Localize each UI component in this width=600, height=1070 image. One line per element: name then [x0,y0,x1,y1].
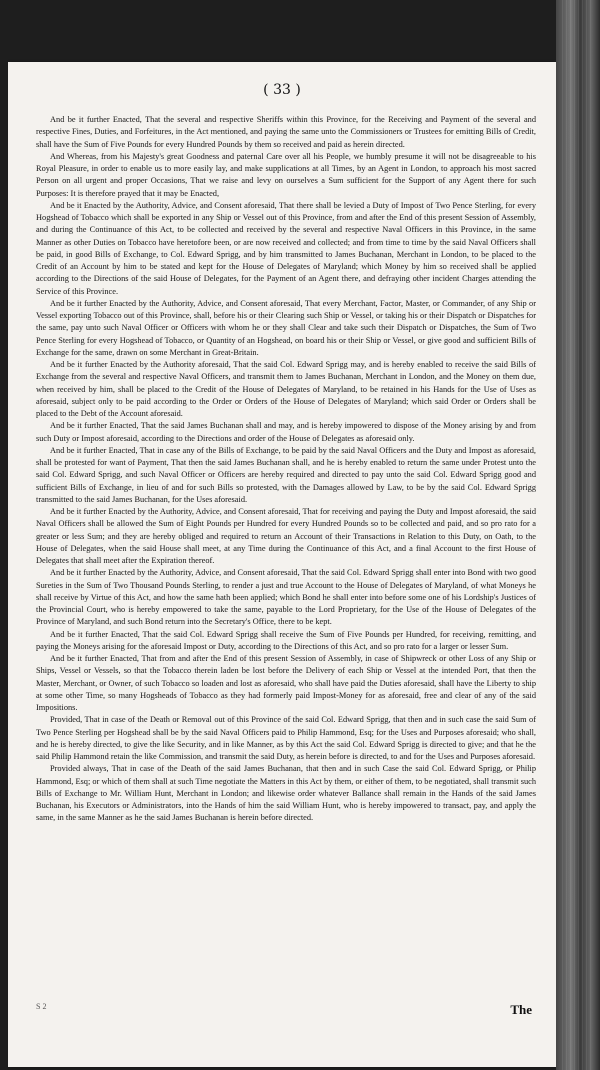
page-edges [562,0,594,1070]
paragraph-5: And be it further Enacted by the Authority aforesaid, That the said Col. Edward Sprigg may, and is hereby enabled to receive the said Bills of Exchange from the several and respective Naval Officers, and transmit them to James Buchanan, Merchant in London, and the Money on them due, when received by him, shall be placed to the Credit of the House of Delegates of Maryland, to be retained in his Hands for the Use of Uses as aforesaid, subject only to be paid according to the Order or Orders of the House of Delegates of Maryland; which said Order or Orders shall be placed to the Debt of the Account aforesaid. [36,360,536,418]
paragraph-3: And be it Enacted by the Authority, Advice, and Consent aforesaid, That there shall be levied a Duty of Impost of Two Pence Sterling, for every Hogshead of Tobacco which shall be exported in any Ship or Vessel out of this Province, from and after the End of this present Session of Assembly, and during the Continuance of this Act, to be collected and received by the several and respective Naval Officers in this Province, in the same Manner as other Duties on Tobacco have heretofore been, or are now received and collected; and from time to time by the said Naval Officers shall be paid, in good Bills of Exchange, to Col. Edward Sprigg, and by him transmitted to James Buchanan, Merchant in London, to be placed to the Credit of an Account by him to be stated and kept for the House of Delegates of Maryland; which Money by him so received shall be applied according to the Directions of the said House of Delegates, for the Payment of an Agent there, and defraying other incident Charges attending the Service of this Province. [36,200,536,296]
paragraph-6: And be it further Enacted, That the said James Buchanan shall and may, and is hereby impowered to dispose of the Money arising by and from such Duty or Impost aforesaid, according to the Directions and order of the House of Delegates as aforesaid only. [36,421,536,443]
paragraph-1: And be it further Enacted, That the several and respective Sheriffs within this Province, for the Receiving and Payment of the several and respective Fines, Duties, and Forfeitures, in the Act mentioned, and paying the same unto the Commissioners or Trustees for emitting Bills of Credit, shall have the Sum of Five Pounds for every Hundred Pounds by them so received and paid as herein directed. [36,115,536,149]
paragraph-10: And be it further Enacted, That the said Col. Edward Sprigg shall receive the Sum of Five Pounds per Hundred, for receiving, remitting, and paying the Moneys arising for the aforesaid Impost or Duty, according to the Directions of this Act, and so pro rato for a larger or lesser Sum. [36,629,536,651]
document-page [8,62,556,1067]
paragraph-11: And be it further Enacted, That from and after the End of this present Session of Assembly, in case of Shipwreck or other Loss of any Ship or Ships, Vessel or Vessels, so that the Tobacco therein laden be lost before the Delivery of each Ship or Vessel at the intended Port, that then the Master, Merchant, or Owner, of such Tobacco so loaden and lost as aforesaid, who shall have paid the Duties aforesaid, shall have the Liberty to ship at some other Time, so many Hogsheads of Tobacco as they had formerly paid Impost-Money for as aforesaid, free and clear of any of the said Impositions. [36,654,536,712]
paragraph-4: And be it further Enacted by the Authority, Advice, and Consent aforesaid, That every Merchant, Factor, Master, or Commander, of any Ship or Vessel exporting Tobacco out of this Province, shall, before his or their Clearing such Ship or Vessel, or taking his or their Dispatch or Dispatches for the same, pay unto such Naval Officer or Officers with whom he or they shall Clear and take such their Dispatch or Dispatches, the Sum of Two Pence Sterling for every Hogshead of Tobacco, or Quantity of an Hogshead, on board his or their Ship or Vessel, or give good and sufficient Bills of Exchange for the same, drawn on some Merchant in Great-Britain. [36,298,536,357]
page-number: ( 33 ) [263,82,301,98]
paragraph-8: And be it further Enacted by the Authority, Advice, and Consent aforesaid, That for receiving and paying the Duty and Impost aforesaid, the said Naval Officers shall be allowed the Sum of Eight Pounds per Hundred for every Hundred Pounds so to be collected and paid, and so pro rato for a greater or less Sum; and they are hereby obliged and required to return an Account of their Transactions in Relation to this Duty, on Oath, to the House of Delegates, when the said House shall meet, at any Time during the Continuance of this Act, and a final Account to the first House of Delegates that shall meet after the Expiration thereof. [36,507,536,565]
paragraph-9: And be it further Enacted by the Authority, Advice, and Consent aforesaid, That the said Col. Edward Sprigg shall enter into Bond with two good Sureties in the Sum of Two Thousand Pounds Sterling, to render a just and true Account to the House of Delegates of Maryland, of what Moneys he shall receive by Virtue of this Act, and how the same hath been applied; which Bond he shall enter into before some one of his Lordship's Justices of the Provincial Court, who is hereby empowered to take the same, payable to the Lord Proprietary, for the Use of the House of Delegates of the Province of Maryland, and such Bond return into the Secretary's Office, there to be kept. [36,568,536,627]
book-spine-edge [556,0,600,1070]
paragraph-7: And be it further Enacted, That in case any of the Bills of Exchange, to be paid by the said Naval Officers and the Duty and Impost as aforesaid, shall be protested for want of Payment, That then the said James Buchanan shall, and he is hereby enabled to return the same under Protest unto the said Col. Edward Sprigg, and such Naval Officer or Officers are hereby required and directed to pay unto the said Col. Edward Sprigg good and sufficient Bills of Exchange, in lieu of and for such Bills so protested, with the Damages allowed by Law, to be by the said Col. Edward Sprigg transmitted to the said James Buchanan, for the Uses aforesaid. [36,445,536,504]
paragraph-13: Provided always, That in case of the Death of the said James Buchanan, that then and in such Case the said Col. Edward Sprigg, or Philip Hammond, Esq; or which of them shall at such Time negotiate the Matters in this Act by them, or either of them, to be negotiated, shall transmit such Bills of Exchange to Mr. William Hunt, Merchant in London; and likewise order whatever Ballance shall remain in the Hands of the said James Buchanan, his Executors or Administrators, into the Hands of him the said William Hunt, who is hereby impowered to transact, pay, and apply the same, in the same Manner as he the said James Buchanan is herein before directed. [36,764,536,823]
catchword: The [510,1002,532,1017]
paragraph-2: And Whereas, from his Majesty's great Goodness and paternal Care over all his People, we humbly presume it will not be disagreeable to his Royal Pleasure, in order to enable us to more easily lay, and make supplications at all Times, by an Agent in London, to approach his most sacred Person on all urgent and proper Occasions, That we raise and levy on ourselves a Sum sufficient for the Support of any Agent there for such Purposes: It is therefore prayed that it may be Enacted, [36,151,536,198]
signature-mark: S 2 [36,1002,47,1011]
paragraph-12: Provided, That in case of the Death or Removal out of this Province of the said Col. Edward Sprigg, that then and in such case the said Sum of Two Pence Sterling per Hogshead shall be by the said Naval Officers paid to Philip Hammond, Esq; for the Uses and Purposes aforesaid; who shall, and he is hereby directed, to give the like Security, and in like Manner, as by this Act the said Col. Edward Sprigg is directed to give; and that he the said Philip Hammond retain the like Commission, and transmit the said Duty, as herein before is directed, to and for the Uses and Purposes aforesaid. [36,715,536,761]
page-body [36,114,536,825]
